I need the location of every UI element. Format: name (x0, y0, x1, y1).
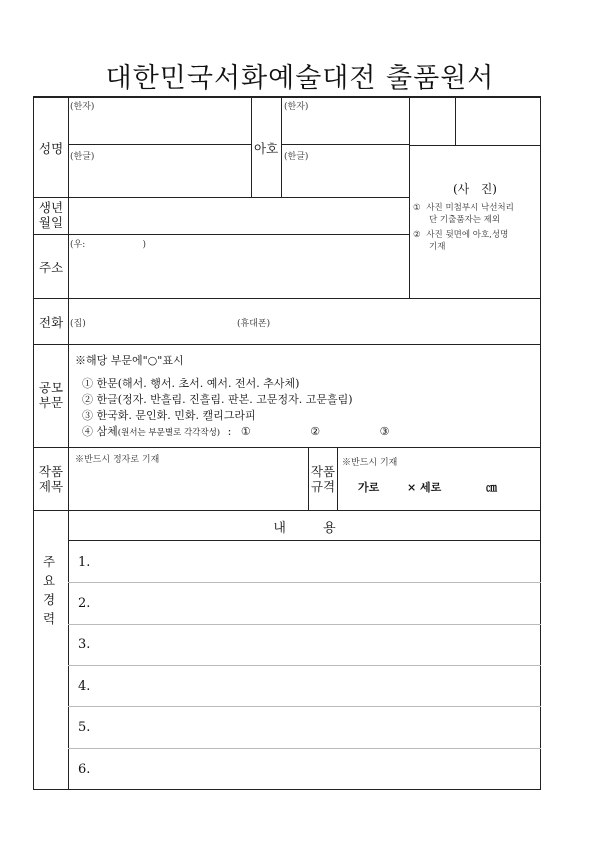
photo-note-1: ① 사진 미첨부시 낙선처리 단 기출품자는 제외 (413, 203, 514, 225)
category-option-2[interactable]: ② 한글(정자. 반흘림. 진흘림. 판본. 고문정자. 고문흘림) (82, 393, 353, 406)
postal-code-field[interactable]: (우: ) (70, 240, 146, 250)
form-title: 대한민국서화예술대전 출품원서 (105, 63, 495, 94)
career-row-1[interactable]: 1. (78, 555, 91, 570)
work-height-field[interactable]: × 세로 (407, 481, 442, 494)
category-option-4[interactable]: ④ 삼체(원서는 부문별로 각각작성) : ① ② ③ (82, 425, 390, 438)
home-phone-field[interactable]: (집) (70, 319, 86, 329)
work-title-field[interactable]: ※반드시 정자로 기재 (75, 455, 160, 465)
work-title-label: 작품 제목 (38, 464, 64, 494)
career-header: 내 용 (273, 521, 336, 536)
pen-name-hanja-field[interactable]: (한자) (284, 102, 309, 112)
address-label: 주소 (39, 260, 64, 275)
category-label: 공모 부문 (38, 380, 64, 410)
work-width-field[interactable]: 가로 (358, 481, 380, 494)
career-label: 주 요 경 력 (43, 554, 56, 626)
birth-field[interactable] (70, 199, 406, 233)
career-row-5[interactable]: 5. (78, 720, 91, 735)
pen-name-label: 아호 (254, 141, 279, 156)
phone-label: 전화 (39, 315, 64, 330)
birth-label: 생년 월일 (38, 200, 64, 230)
category-option-1[interactable]: ① 한문(해서. 행서. 초서. 예서. 전서. 추사체) (82, 377, 300, 390)
category-instruction: ※해당 부문에"○"표시 (75, 354, 184, 367)
category-option-3[interactable]: ③ 한국화. 문인화. 민화. 캘리그라피 (82, 409, 256, 422)
name-hanja-field[interactable]: (한자) (70, 102, 95, 112)
name-label: 성명 (39, 141, 64, 156)
career-row-6[interactable]: 6. (78, 762, 91, 777)
mobile-phone-field[interactable]: (휴대폰) (237, 319, 271, 329)
photo-title: (사 진) (453, 182, 497, 196)
pen-name-hangul-field[interactable]: (한글) (284, 152, 309, 162)
career-row-4[interactable]: 4. (78, 679, 91, 694)
career-row-3[interactable]: 3. (78, 637, 91, 652)
work-size-hint: ※반드시 기재 (342, 458, 398, 468)
name-hangul-field[interactable]: (한글) (70, 152, 95, 162)
photo-note-2: ② 사진 뒷면에 아호,성명 기재 (413, 230, 509, 252)
work-size-unit: ㎝ (486, 481, 497, 494)
career-row-2[interactable]: 2. (78, 596, 91, 611)
work-size-label: 작품 규격 (310, 464, 336, 494)
